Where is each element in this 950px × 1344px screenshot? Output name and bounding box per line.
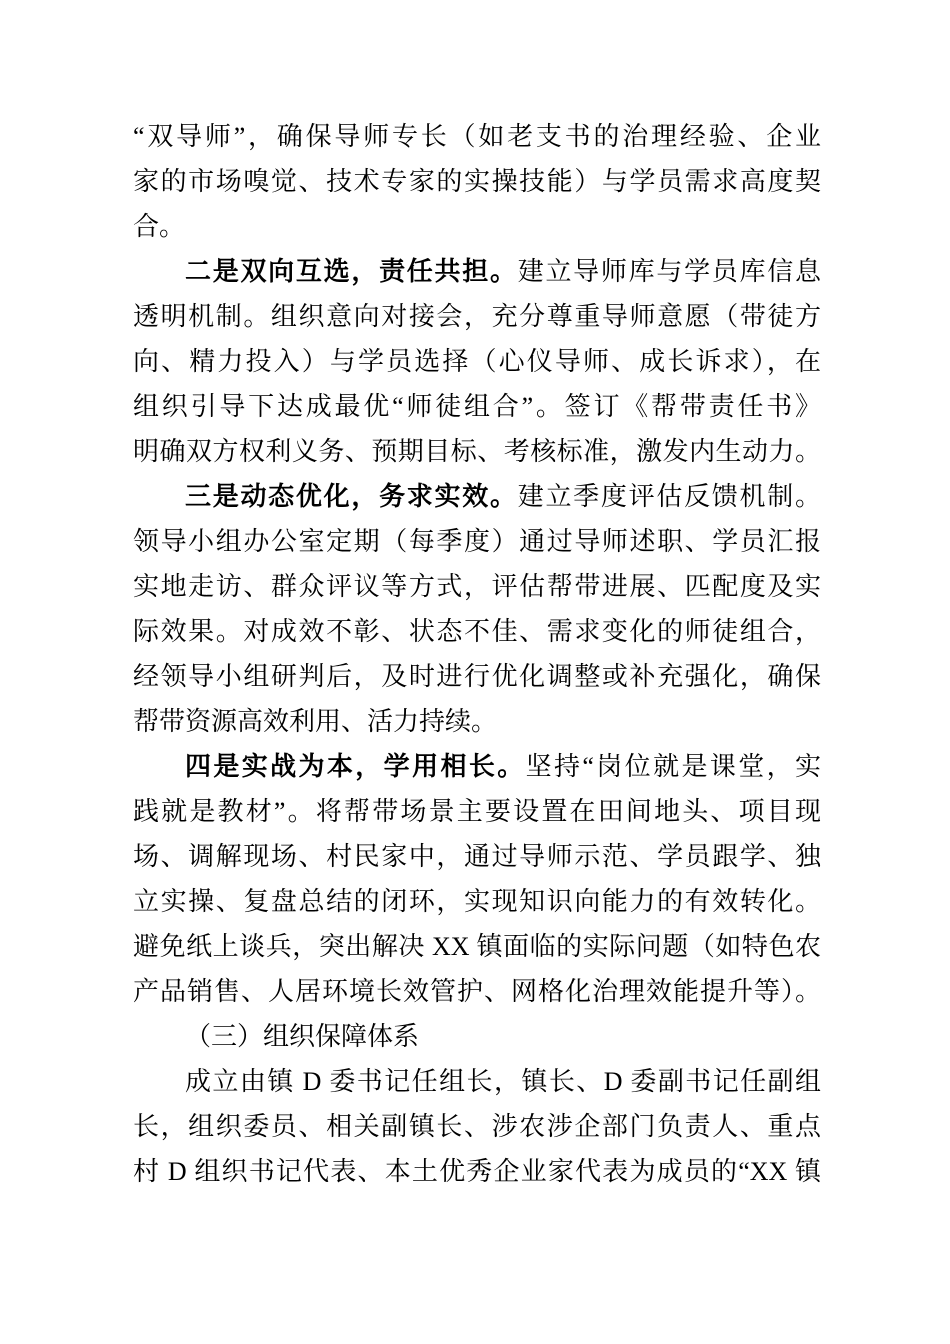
document-body bbox=[133, 114, 821, 1194]
text-line: 二是双向互选，责任共担。建立导师库与学员库信息 bbox=[185, 257, 821, 286]
text-line: 长，组织委员、相关副镇长、涉农涉企部门负责人、重点 bbox=[133, 1112, 821, 1141]
bold-lead: 二是双向互选，责任共担。 bbox=[185, 257, 518, 286]
text-line: 村 D 组织书记代表、本土优秀企业家代表为成员的“XX 镇 bbox=[133, 1157, 821, 1186]
text-line: 经领导小组研判后，及时进行优化调整或补充强化，确保 bbox=[133, 662, 821, 691]
text-line: 立实操、复盘总结的闭环，实现知识向能力的有效转化。 bbox=[133, 887, 821, 916]
text-line: 透明机制。组织意向对接会，充分尊重导师意愿（带徒方 bbox=[133, 302, 821, 331]
text-line: 合。 bbox=[133, 212, 186, 241]
paragraph-point-two bbox=[133, 249, 821, 474]
text-line: 场、调解现场、村民家中，通过导师示范、学员跟学、独 bbox=[133, 842, 821, 871]
bold-lead: 三是动态优化，务求实效。 bbox=[185, 482, 518, 511]
paragraph-point-four bbox=[133, 744, 821, 1014]
text-line: 避免纸上谈兵，突出解决 XX 镇面临的实际问题（如特色农 bbox=[133, 932, 821, 961]
paragraph-point-three bbox=[133, 474, 821, 744]
text-line: “双导师”，确保导师专长（如老支书的治理经验、企业 bbox=[133, 122, 821, 151]
paragraph-continuation bbox=[133, 114, 821, 249]
paragraph-leading-group bbox=[133, 1059, 821, 1194]
text-line: 领导小组办公室定期（每季度）通过导师述职、学员汇报 bbox=[133, 527, 821, 556]
text-line: 帮带资源高效利用、活力持续。 bbox=[133, 707, 498, 736]
text-line: 际效果。对成效不彰、状态不佳、需求变化的师徒组合， bbox=[133, 617, 821, 646]
bold-lead: 四是实战为本，学用相长。 bbox=[185, 752, 526, 781]
text-line: 向、精力投入）与学员选择（心仪导师、成长诉求），在 bbox=[133, 347, 821, 376]
text-line: 产品销售、人居环境长效管护、网格化治理效能提升等）。 bbox=[133, 977, 821, 1006]
text-line: 家的市场嗅觉、技术专家的实操技能）与学员需求高度契 bbox=[133, 167, 821, 196]
text-line: 践就是教材”。将帮带场景主要设置在田间地头、项目现 bbox=[133, 797, 821, 826]
section-heading bbox=[133, 1014, 821, 1059]
text-line: 三是动态优化，务求实效。建立季度评估反馈机制。 bbox=[185, 482, 821, 511]
text-line: （三）组织保障体系 bbox=[185, 1022, 420, 1051]
text-line: 四是实战为本，学用相长。坚持“岗位就是课堂，实 bbox=[185, 752, 821, 781]
text-line: 组织引导下达成最优“师徒组合”。签订《帮带责任书》 bbox=[133, 392, 821, 421]
text-line: 实地走访、群众评议等方式，评估帮带进展、匹配度及实 bbox=[133, 572, 821, 601]
text-line: 成立由镇 D 委书记任组长，镇长、D 委副书记任副组 bbox=[185, 1067, 821, 1096]
text-line: 明确双方权利义务、预期目标、考核标准，激发内生动力。 bbox=[133, 437, 821, 466]
